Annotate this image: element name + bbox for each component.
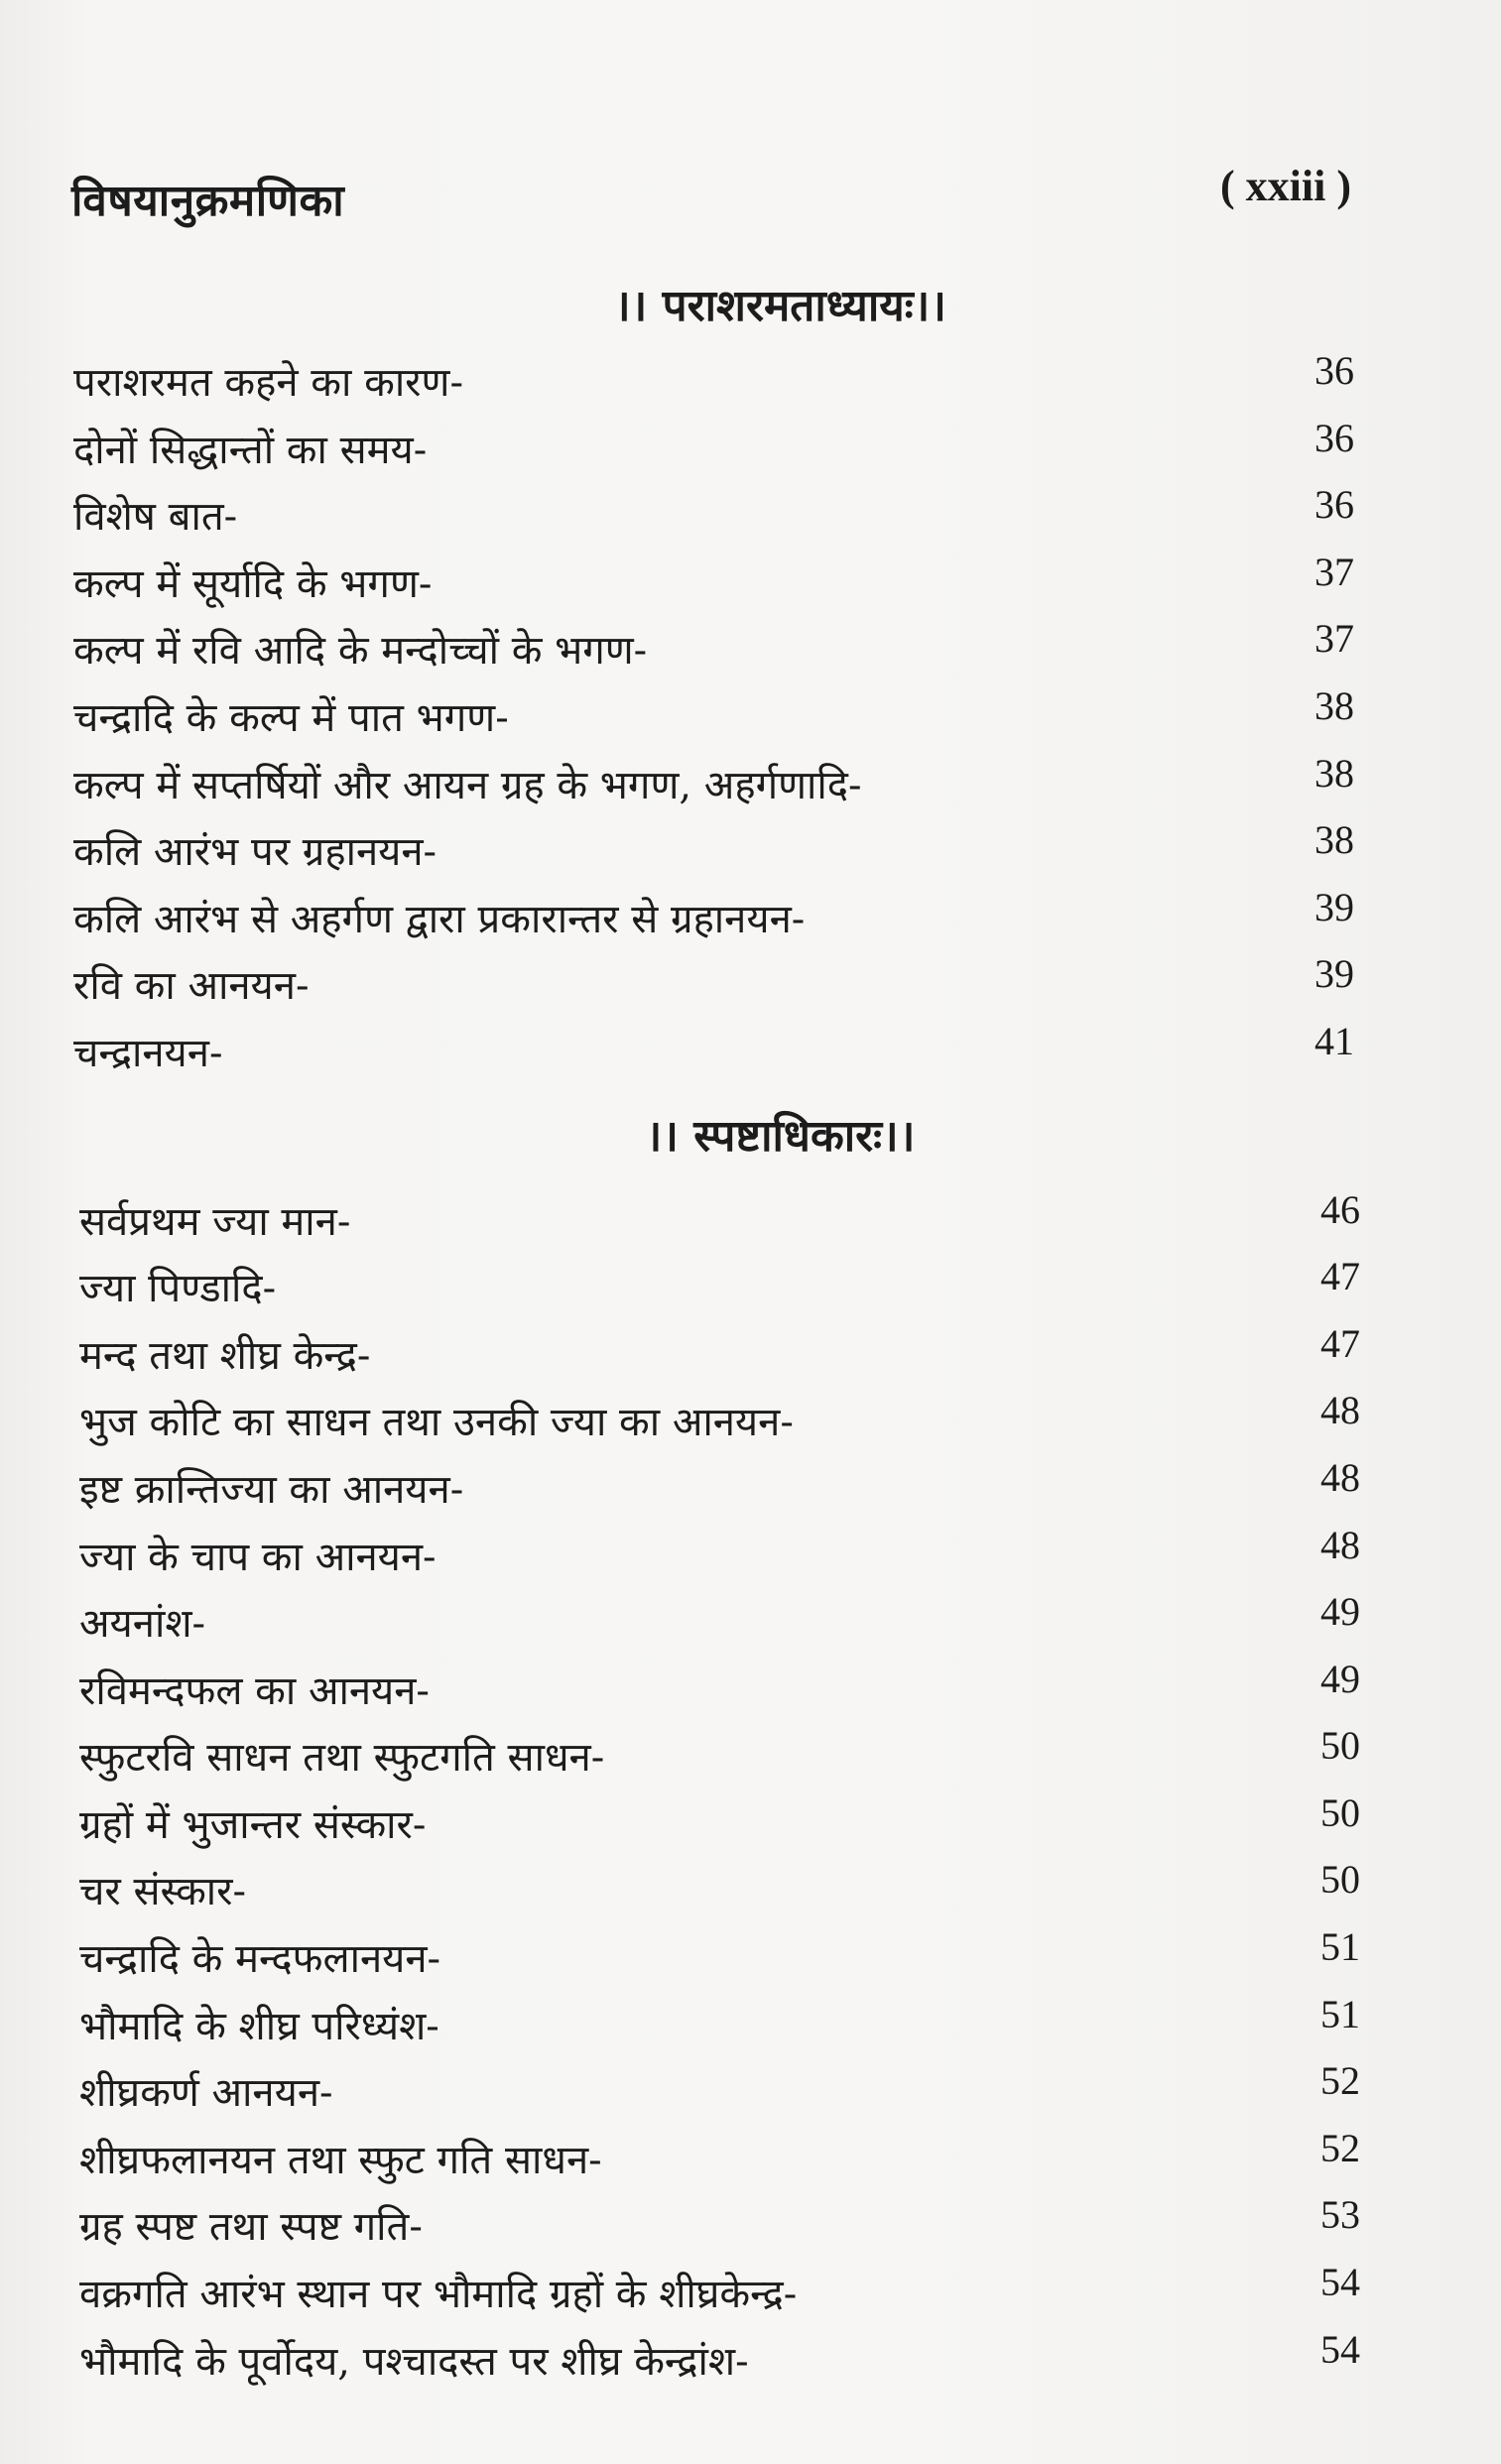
entry-page-number: 38 <box>1314 682 1354 728</box>
entry-page-number: 49 <box>1320 1656 1360 1701</box>
entry-page-number: 52 <box>1320 2058 1360 2104</box>
toc-entry <box>0 1016 1501 1083</box>
entry-title: ग्रह स्पष्ट तथा स्पष्ट गति- <box>79 2204 423 2251</box>
entry-title: भौमादि के पूर्वोदय, पश्चादस्त पर शीघ्र केन्द्रांश- <box>79 2338 749 2385</box>
page-number: ( xxiii ) <box>1220 162 1351 210</box>
entry-page-number: 51 <box>1320 1991 1360 2036</box>
entry-title: चन्द्रानयन- <box>73 1030 223 1076</box>
entry-page-number: 37 <box>1314 549 1354 594</box>
entry-page-number: 41 <box>1314 1018 1354 1063</box>
entry-page-number: 36 <box>1314 415 1354 460</box>
entry-title: चन्द्रादि के मन्दफलानयन- <box>79 1936 441 1983</box>
toc-entry <box>0 680 1501 748</box>
entry-title: कलि आरंभ से अहर्गण द्वारा प्रकारान्तर से ग्रहानयन- <box>73 896 806 942</box>
toc-entry <box>0 479 1501 547</box>
entry-page-number: 51 <box>1320 1924 1360 1970</box>
entry-title: कल्प में रवि आदि के मन्दोच्चों के भगण- <box>73 628 648 675</box>
table-of-contents <box>0 268 1501 2391</box>
section-heading: ।। पराशरमताध्यायः।। <box>614 281 946 331</box>
entry-title: शीघ्रकर्ण आनयन- <box>79 2070 333 2117</box>
entry-page-number: 47 <box>1320 1254 1360 1299</box>
entry-page-number: 47 <box>1320 1320 1360 1366</box>
toc-entry <box>0 345 1501 413</box>
entry-page-number: 39 <box>1314 951 1354 997</box>
entry-page-number: 53 <box>1320 2192 1360 2238</box>
entry-title: इष्ट क्रान्तिज्या का आनयन- <box>79 1466 464 1513</box>
toc-entry <box>0 1854 1501 1921</box>
entry-page-number: 38 <box>1314 750 1354 796</box>
toc-entry <box>0 1989 1501 2056</box>
toc-entry <box>0 748 1501 815</box>
toc-entry <box>0 2324 1501 2392</box>
entry-page-number: 50 <box>1320 1857 1360 1903</box>
toc-entry <box>0 2123 1501 2190</box>
entry-title: चर संस्कार- <box>79 1869 247 1915</box>
toc-entry <box>0 948 1501 1016</box>
entry-page-number: 46 <box>1320 1186 1360 1232</box>
toc-entry <box>0 547 1501 614</box>
toc-entry <box>0 1787 1501 1855</box>
toc-entry <box>0 2257 1501 2324</box>
entry-page-number: 54 <box>1320 2260 1360 2305</box>
entry-page-number: 36 <box>1314 482 1354 528</box>
page-title: विषयानुक्रमणिका <box>71 176 345 226</box>
entry-page-number: 49 <box>1320 1589 1360 1635</box>
toc-entry <box>0 613 1501 680</box>
entry-page-number: 38 <box>1314 817 1354 863</box>
toc-entry <box>0 1184 1501 1252</box>
entry-title: पराशरमत कहने का कारण- <box>73 360 463 406</box>
entry-title: अयनांश- <box>79 1601 206 1648</box>
entry-title: भौमादि के शीघ्र परिध्यंश- <box>79 2003 439 2049</box>
entry-page-number: 37 <box>1314 616 1354 662</box>
entry-title: सर्वप्रथम ज्या मान- <box>79 1198 351 1245</box>
toc-entry <box>0 1251 1501 1318</box>
entry-title: रविमन्दफल का आनयन- <box>79 1667 430 1714</box>
entry-title: विशेष बात- <box>73 494 238 541</box>
toc-section-parasharamata <box>0 268 1501 1083</box>
entry-title: कल्प में सूर्यादि के भगण- <box>73 560 433 607</box>
entry-title: कल्प में सप्तर्षियों और आयन ग्रह के भगण, अहर्गणादि- <box>73 762 862 808</box>
toc-entry <box>0 814 1501 882</box>
toc-entry <box>0 1520 1501 1587</box>
page-header <box>71 159 1351 238</box>
toc-entry <box>0 1452 1501 1520</box>
toc-entry <box>0 1586 1501 1654</box>
toc-section-spashtadhikara <box>0 1089 1501 2392</box>
toc-entry <box>0 413 1501 480</box>
toc-entry <box>0 2055 1501 2123</box>
entry-title: ज्या पिण्डादि- <box>79 1266 277 1312</box>
entry-page-number: 50 <box>1320 1723 1360 1769</box>
toc-entry <box>0 1385 1501 1452</box>
entry-page-number: 52 <box>1320 2125 1360 2170</box>
entry-title: स्फुटरवि साधन तथा स्फुटगति साधन- <box>79 1735 605 1782</box>
toc-entry <box>0 1318 1501 1386</box>
entry-title: वक्रगति आरंभ स्थान पर भौमादि ग्रहों के शीघ्रकेन्द्र- <box>79 2272 798 2318</box>
entry-page-number: 48 <box>1320 1388 1360 1433</box>
entry-page-number: 48 <box>1320 1454 1360 1500</box>
section-heading: ।। स्पष्टाधिकारः।। <box>645 1110 916 1162</box>
entry-title: कलि आरंभ पर ग्रहानयन- <box>73 829 438 876</box>
toc-entry <box>0 2189 1501 2257</box>
entry-page-number: 36 <box>1314 348 1354 393</box>
entry-page-number: 48 <box>1320 1522 1360 1567</box>
entry-title: भुज कोटि का साधन तथा उनकी ज्या का आनयन- <box>79 1400 794 1446</box>
toc-entry <box>0 1654 1501 1721</box>
toc-entry <box>0 1921 1501 1989</box>
toc-entry <box>0 1720 1501 1787</box>
entry-title: मन्द तथा शीघ्र केन्द्र- <box>79 1332 371 1379</box>
entry-page-number: 50 <box>1320 1789 1360 1835</box>
entry-title: दोनों सिद्धान्तों का समय- <box>73 427 428 473</box>
entry-title: रवि का आनयन- <box>73 963 310 1010</box>
entry-title: शीघ्रफलानयन तथा स्फुट गति साधन- <box>79 2137 602 2183</box>
entry-page-number: 54 <box>1320 2326 1360 2372</box>
entry-title: ज्या के चाप का आनयन- <box>79 1534 437 1580</box>
entry-title: ग्रहों में भुजान्तर संस्कार- <box>79 1801 427 1848</box>
entry-title: चन्द्रादि के कल्प में पात भगण- <box>73 694 509 741</box>
entry-page-number: 39 <box>1314 884 1354 929</box>
toc-entry <box>0 882 1501 949</box>
